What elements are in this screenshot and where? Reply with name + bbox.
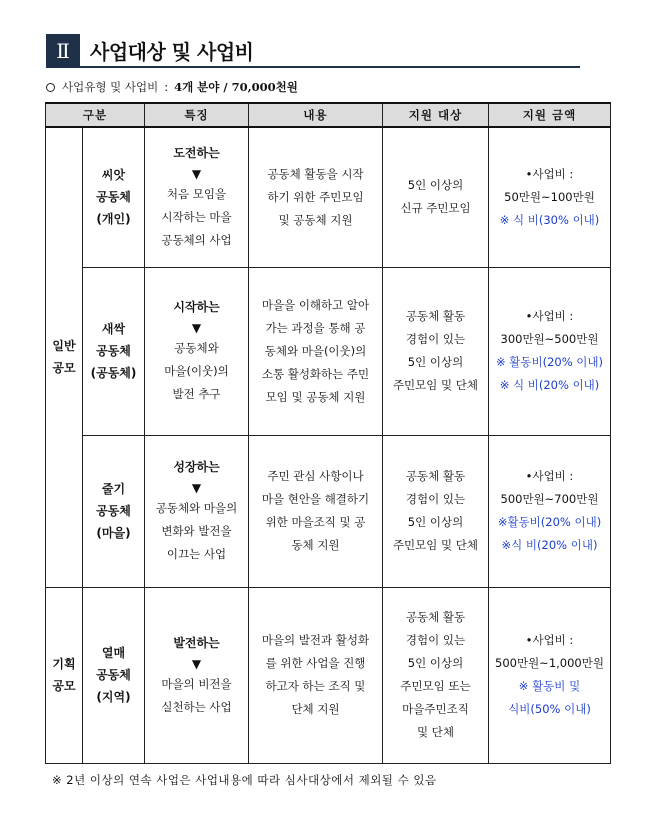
summary-label: 사업유형 및 사업비 xyxy=(62,80,159,94)
content-cell: 공동체 활동을 시작 하기 위한 주민모임 및 공동체 지원 xyxy=(249,127,383,267)
amount-cell: •사업비 : 500만원~700만원 ※활동비(20% 이내) ※식 비(20% 이내) xyxy=(489,435,611,587)
footnote: ※ 2년 이상의 연속 사업은 사업내용에 따라 심사대상에서 제외될 수 있음 xyxy=(52,773,437,787)
table-row xyxy=(46,587,611,763)
page-title: 사업대상 및 사업비 xyxy=(90,40,254,64)
table-row xyxy=(46,435,611,587)
down-arrow-icon: ▼ xyxy=(191,481,202,495)
content-cell: 주민 관심 사항이나 마을 현안을 해결하기 위한 마을조직 및 공 동체 지원 xyxy=(249,435,383,587)
feature-cell: 성장하는 ▼ 공동체와 마을의 변화와 발전을 이끄는 사업 xyxy=(145,435,249,587)
feature-cell: 발전하는 ▼ 마을의 비전을 실천하는 사업 xyxy=(145,587,249,763)
summary-value: 4개 분야 / 70,000천원 xyxy=(174,80,298,94)
down-arrow-icon: ▼ xyxy=(191,321,202,335)
community-name: 열매 공동체 (지역) xyxy=(83,587,145,763)
community-name: 줄기 공동체 (마을) xyxy=(83,435,145,587)
target-cell: 공동체 활동 경험이 있는 5인 이상의 주민모임 또는 마을주민조직 및 단체 xyxy=(383,587,489,763)
feature-cell: 도전하는 ▼ 처음 모임을 시작하는 마을 공동체의 사업 xyxy=(145,127,249,267)
table-row xyxy=(46,267,611,435)
group-planned: 기획 공모 xyxy=(46,587,83,763)
amount-cell: •사업비 : 300만원~500만원 ※ 활동비(20% 이내) ※ 식 비(20% 이내) xyxy=(489,267,611,435)
content-cell: 마을의 발전과 활성화 를 위한 사업을 진행 하고자 하는 조직 및 단체 지원 xyxy=(249,587,383,763)
target-cell: 공동체 활동 경험이 있는 5인 이상의 주민모임 및 단체 xyxy=(383,267,489,435)
content-cell: 마을을 이해하고 알아 가는 과정을 통해 공 동체와 마을(이웃)의 소통 활성화하는 주민 모임 및 공동체 지원 xyxy=(249,267,383,435)
target-cell: 공동체 활동 경험이 있는 5인 이상의 주민모임 및 단체 xyxy=(383,435,489,587)
down-arrow-icon: ▼ xyxy=(191,167,202,182)
header-amount: 지원 금액 xyxy=(489,103,611,127)
community-name: 새싹 공동체 (공동체) xyxy=(83,267,145,435)
down-arrow-icon: ▼ xyxy=(191,656,202,671)
program-table xyxy=(45,102,611,764)
feature-cell: 시작하는 ▼ 공동체와 마을(이웃)의 발전 추구 xyxy=(145,267,249,435)
amount-cell: •사업비 : 500만원~1,000만원 ※ 활동비 및 식비(50% 이내) xyxy=(489,587,611,763)
header-content: 내용 xyxy=(249,103,383,127)
community-name: 씨앗 공동체 (개인) xyxy=(83,127,145,267)
summary-line xyxy=(46,79,298,95)
section-header xyxy=(46,34,254,67)
group-general: 일반 공모 xyxy=(46,127,83,587)
circle-bullet-icon xyxy=(46,83,55,92)
table-header-row xyxy=(46,103,611,127)
header-category: 구분 xyxy=(46,103,145,127)
section-number: Ⅱ xyxy=(46,34,80,67)
title-underline xyxy=(46,66,580,68)
target-cell: 5인 이상의 신규 주민모임 xyxy=(383,127,489,267)
amount-cell: •사업비 : 50만원~100만원 ※ 식 비(30% 이내) xyxy=(489,127,611,267)
header-feature: 특징 xyxy=(145,103,249,127)
table-row xyxy=(46,127,611,267)
summary-separator: : xyxy=(164,80,169,94)
header-target: 지원 대상 xyxy=(383,103,489,127)
